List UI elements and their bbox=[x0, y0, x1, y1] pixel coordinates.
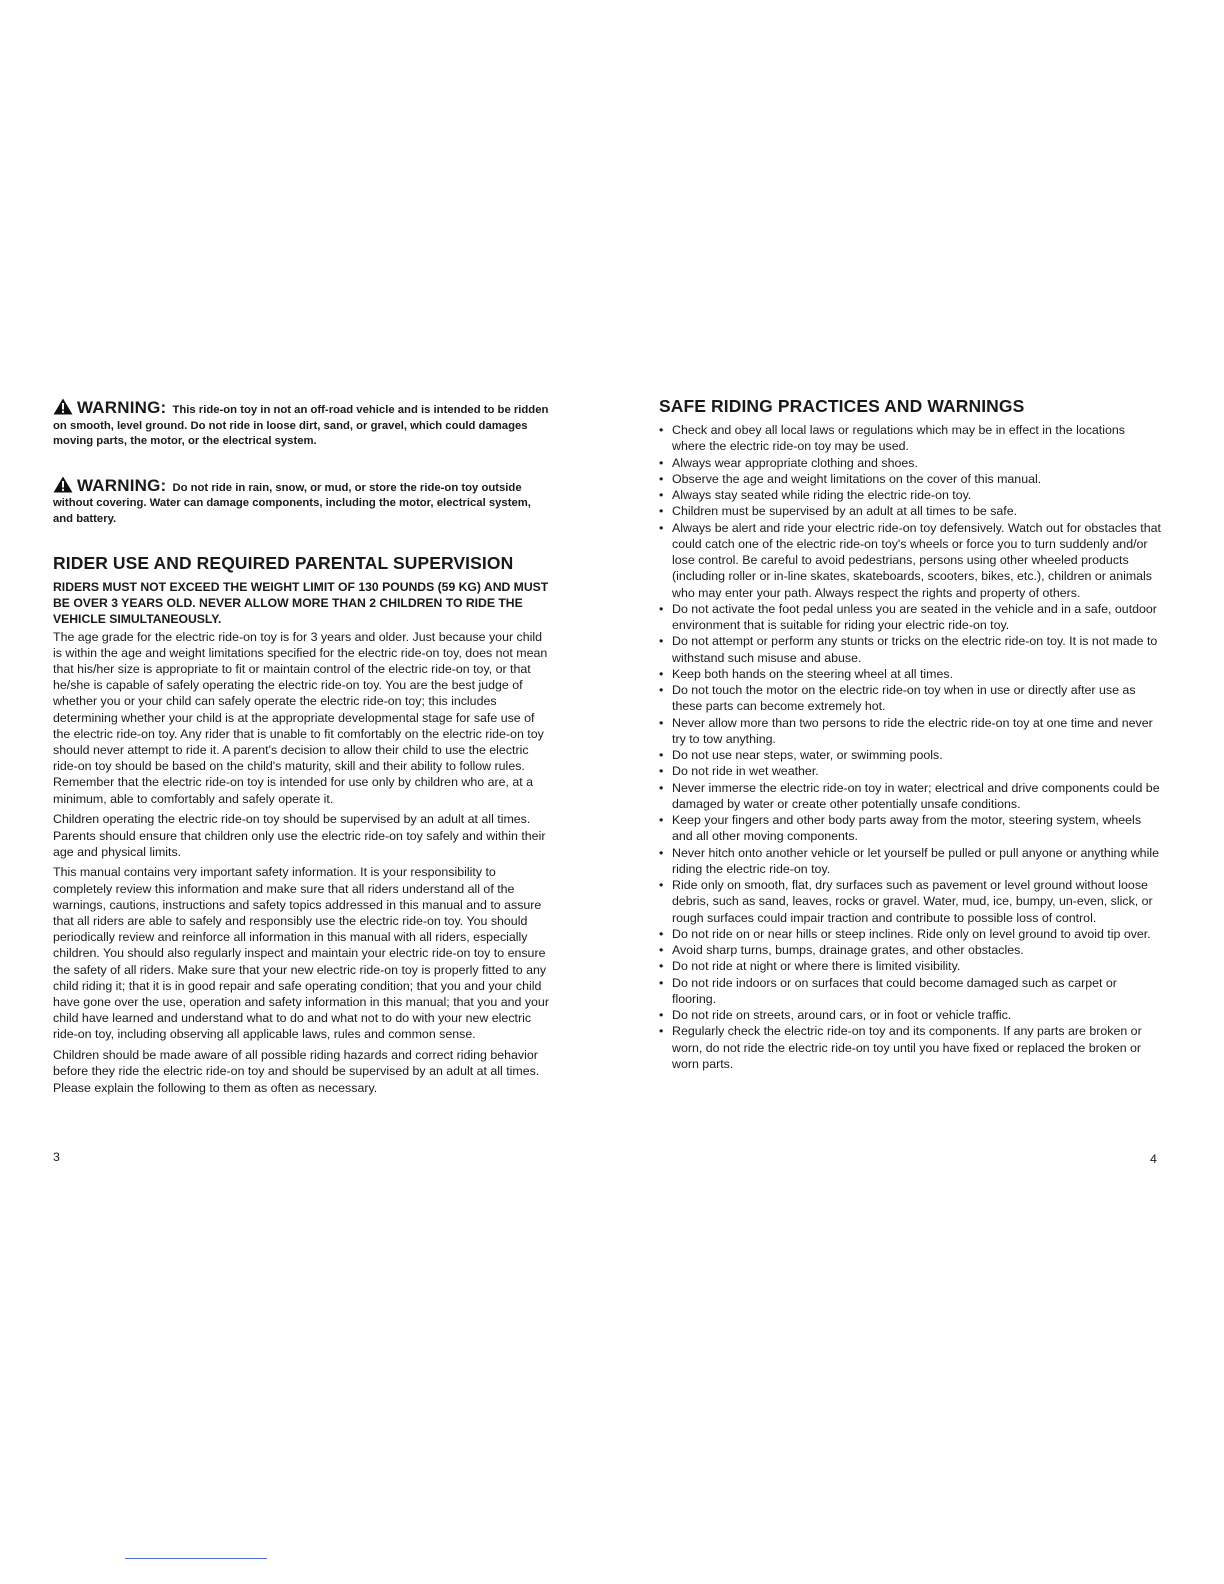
footer-divider bbox=[125, 1558, 267, 1559]
warning-triangle-icon bbox=[53, 476, 73, 493]
list-item: • Do not attempt or perform any stunts or tricks on the electric ride-on toy. It is not made to withstand such misuse and abuse. bbox=[659, 633, 1161, 666]
section-heading-rider-use: RIDER USE AND REQUIRED PARENTAL SUPERVISION bbox=[53, 553, 514, 573]
list-item: • Observe the age and weight limitations on the cover of this manual. bbox=[659, 471, 1161, 487]
list-item: • Never immerse the electric ride-on toy in water; electrical and drive components could be damaged by water or create other potentially unsafe conditions. bbox=[659, 780, 1161, 813]
list-item: • Do not ride indoors or on surfaces that could become damaged such as carpet or flooring. bbox=[659, 975, 1161, 1008]
warning-label: WARNING: bbox=[77, 475, 167, 495]
warning-triangle-icon bbox=[53, 398, 73, 415]
list-item: • Never allow more than two persons to ride the electric ride-on toy at one time and never try to tow anything. bbox=[659, 715, 1161, 748]
warning-text: Do not ride in rain, snow, or mud, or store the ride-on toy outside without covering. Water can damage components, including the motor, electrical system, and battery. bbox=[53, 481, 531, 525]
page-number-right: 4 bbox=[1150, 1152, 1157, 1166]
body-paragraph: Children operating the electric ride-on toy should be supervised by an adult at all times. Parents should ensure that children only use the electric ride-on toy safely and within their age and physical limits. bbox=[53, 812, 546, 859]
list-item: • Always be alert and ride your electric ride-on toy defensively. Watch out for obstacles that could catch one of the electric ride-on toy's wheels or force you to turn suddenly and/or lose control. Be careful to avoid pedestrians, persons using other wheeled products (including roller or in-line skates, skateboards, scooters, bikes, etc.), children or animals who may enter your path. Always respect the rights and property of others. bbox=[659, 520, 1161, 601]
list-item: • Keep both hands on the steering wheel at all times. bbox=[659, 666, 1161, 682]
list-item: • Do not ride in wet weather. bbox=[659, 763, 1161, 779]
right-page-column bbox=[659, 396, 1161, 1072]
list-item: • Regularly check the electric ride-on toy and its components. If any parts are broken or worn, do not ride the electric ride-on toy until you have fixed or replaced the broken or worn parts. bbox=[659, 1023, 1161, 1072]
section-heading-safe-riding: SAFE RIDING PRACTICES AND WARNINGS bbox=[659, 396, 1025, 416]
list-item: • Always stay seated while riding the electric ride-on toy. bbox=[659, 487, 1161, 503]
list-item: • Avoid sharp turns, bumps, drainage grates, and other obstacles. bbox=[659, 942, 1161, 958]
list-item: • Do not use near steps, water, or swimming pools. bbox=[659, 747, 1161, 763]
warning-block-2 bbox=[53, 476, 553, 528]
list-item: • Do not ride on streets, around cars, or in foot or vehicle traffic. bbox=[659, 1007, 1161, 1023]
list-item: • Do not ride at night or where there is limited visibility. bbox=[659, 958, 1161, 974]
page-number-left: 3 bbox=[53, 1150, 60, 1164]
warning-label: WARNING: bbox=[77, 398, 167, 417]
warning-text: This ride-on toy in not an off-road vehicle and is intended to be ridden on smooth, level ground. Do not ride in loose dirt, sand, or gravel, which could damages moving parts, the motor, or the electrical system. bbox=[53, 404, 549, 447]
list-item: • Keep your fingers and other body parts away from the motor, steering system, wheels and all other moving components. bbox=[659, 812, 1161, 845]
body-paragraph: Children should be made aware of all possible riding hazards and correct riding behavior before they ride the electric ride-on toy and should be supervised by an adult at all times. Please explain the following to them as often as necessary. bbox=[53, 1048, 540, 1095]
list-item: • Children must be supervised by an adult at all times to be safe. bbox=[659, 503, 1161, 519]
list-item: • Always wear appropriate clothing and shoes. bbox=[659, 455, 1161, 471]
list-item: • Never hitch onto another vehicle or let yourself be pulled or pull anyone or anything while riding the electric ride-on toy. bbox=[659, 845, 1161, 878]
list-item: • Do not ride on or near hills or steep inclines. Ride only on level ground to avoid tip over. bbox=[659, 926, 1161, 942]
body-paragraph: This manual contains very important safety information. It is your responsibility to completely review this information and make sure that all riders understand all of the warnings, cautions, instructions and safety topics addressed in this manual and to assure that all riders are able to safely and responsibly use the electric ride-on toy. You should periodically review and reinforce all information in this manual with all riders, especially children. You should also regularly inspect and maintain your electric ride-on toy to ensure the safety of all riders. Make sure that your new electric ride-on toy is properly fitted to any child riding it; that it is in good repair and safe operating condition; that you and your child have gone over the use, operation and safety information in this manual; that you and your child have learned and understand what to do and what not to do with your new electric ride-on toy, including observing all applicable laws, rules and common sense. bbox=[53, 865, 549, 1042]
list-item: • Do not activate the foot pedal unless you are seated in the vehicle and in a safe, outdoor environment that is suitable for riding your electric ride-on toy. bbox=[659, 601, 1161, 634]
safety-bullet-list bbox=[659, 422, 1161, 1072]
weight-limit-notice: RIDERS MUST NOT EXCEED THE WEIGHT LIMIT OF 130 POUNDS (59 KG) AND MUST BE OVER 3 YEARS OLD. NEVER ALLOW MORE THAN 2 CHILDREN TO RIDE THE VEHICLE SIMULTANEOUSLY. bbox=[53, 580, 549, 627]
list-item: • Do not touch the motor on the electric ride-on toy when in use or directly after use as these parts can become extremely hot. bbox=[659, 682, 1161, 715]
body-paragraph: The age grade for the electric ride-on toy is for 3 years and older. Just because your child is within the age and weight limitations specified for the electric ride-on toy, does not mean that his/her size is appropriate to fit or maintain control of the electric ride-on toy, or that he/she is capable of safely operating the electric ride-on toy. You are the best judge of whether you or your child can safely operate the electric ride-on toy; this includes determining whether your child is at the appropriate developmental stage for safe use of the electric ride-on toy. Any rider that is unable to fit comfortably on the electric ride-on toy should never attempt to ride it. A parent's decision to allow their child to use the electric ride-on toy should be based on the child's maturity, skill and their ability to follow rules. Remember that the electric ride-on toy is intended for use only by children who are, at a minimum, able to comfortably and safely operate it. bbox=[53, 629, 548, 806]
list-item: • Check and obey all local laws or regulations which may be in effect in the locations where the electric ride-on toy may be used. bbox=[659, 422, 1161, 455]
list-item: • Ride only on smooth, flat, dry surfaces such as pavement or level ground without loose debris, such as sand, leaves, rocks or gravel. Water, mud, ice, bumpy, un-even, slick, or rough surfaces could impair traction and contribute to possible loss of control. bbox=[659, 877, 1161, 926]
warning-block-1 bbox=[53, 398, 553, 450]
left-page-column bbox=[53, 398, 553, 1100]
